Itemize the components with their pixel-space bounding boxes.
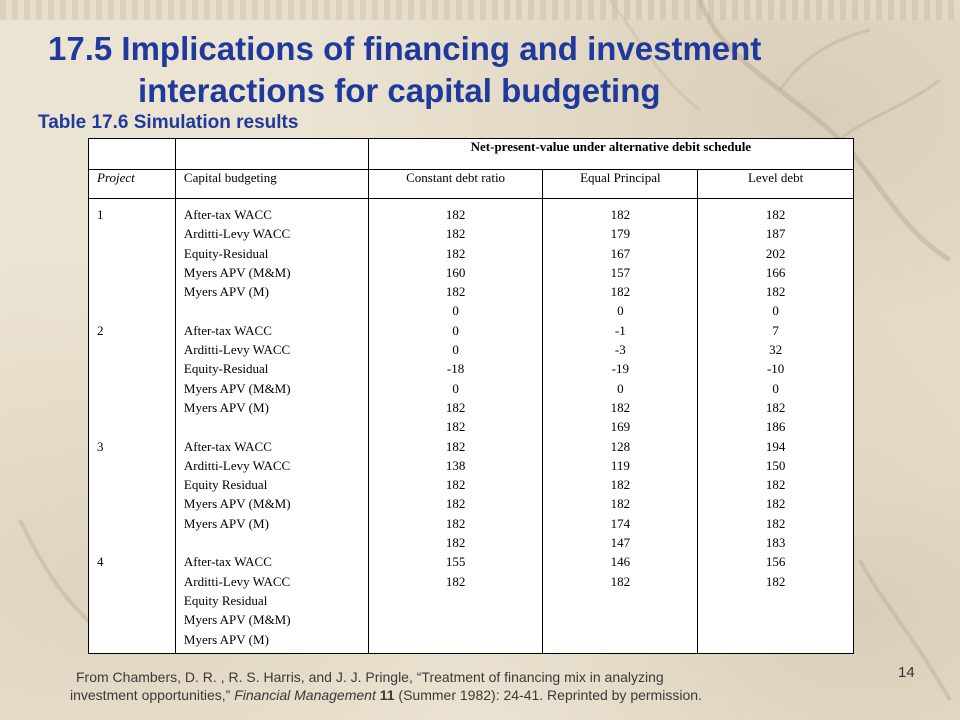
table-cell-value: 182 (765, 496, 786, 512)
citation-title: investment opportunities,” (70, 687, 235, 703)
table-cell-value: 179 (610, 226, 631, 242)
table-cell-value (89, 398, 175, 417)
table-cell-value: 182 (445, 496, 466, 512)
table-cell-value: Myers APV (M) (183, 515, 269, 531)
table-cell-value: Myers APV (M) (183, 399, 269, 415)
slide-title (48, 28, 928, 112)
title-line-1: 17.5 Implications of financing and investment (48, 30, 762, 67)
table-cell-value: 150 (765, 457, 786, 473)
table-cell-value (89, 572, 175, 591)
table-cell-value: 183 (765, 535, 786, 551)
table-cell-value: 119 (610, 457, 630, 473)
table-cell-value: 182 (445, 477, 466, 493)
table-cell-value: 147 (610, 535, 631, 551)
table-cell-value: Myers APV (M) (183, 631, 269, 647)
table-cell-value: 146 (610, 554, 631, 570)
citation-pages: (Summer 1982): 24-41. Reprinted by permission. (394, 687, 702, 703)
table-cell-value: 0 (452, 322, 459, 338)
table-cell-value: 174 (610, 515, 631, 531)
table-cell-value: Equity Residual (183, 592, 268, 608)
table-cell-value (89, 417, 175, 436)
table-cell-value (89, 533, 175, 552)
table-cell-value: Arditti-Levy WACC (183, 342, 291, 358)
table-cell-value: 0 (452, 380, 459, 396)
table-cell-value: 186 (765, 419, 786, 435)
level-debt-column (698, 199, 854, 654)
table-body-row (89, 199, 854, 654)
table-cell-value (89, 591, 175, 610)
table-cell-value: 182 (445, 399, 466, 415)
table-cell-value: 166 (765, 264, 786, 280)
npv-group-header: Net-present-value under alternative debit schedule (368, 139, 853, 170)
table-cell-value: Myers APV (M&M) (183, 380, 291, 396)
table-cell-value: 182 (445, 226, 466, 242)
table-cell-value: 0 (617, 303, 624, 319)
table-cell-value (89, 301, 175, 320)
table-cell-value: 0 (452, 303, 459, 319)
table-cell-value: 182 (445, 573, 466, 589)
table-cell-value (89, 475, 175, 494)
table-cell-value: After-tax WACC (183, 322, 272, 338)
table-cell-value: 0 (772, 380, 779, 396)
table-cell-value (89, 244, 175, 263)
column-header-row (89, 170, 854, 199)
table-cell-value (89, 379, 175, 398)
table-cell-value (89, 340, 175, 359)
table-cell-value: 182 (765, 207, 786, 222)
table-cell-value: Equity-Residual (183, 245, 269, 261)
equal-principal-header: Equal Principal (543, 170, 698, 199)
equal-principal-column (543, 199, 698, 654)
table-cell-value (89, 359, 175, 378)
table-cell-value: 182 (445, 419, 466, 435)
table-cell-value: 167 (610, 245, 631, 261)
table-cell-value: Equity-Residual (183, 361, 269, 377)
table-cell-value: 128 (610, 438, 631, 454)
table-cell-value: 187 (765, 226, 786, 242)
empty-header-cell (175, 139, 368, 170)
table-cell-value: 1 (97, 207, 104, 222)
title-line-2: interactions for capital budgeting (138, 72, 661, 109)
table-cell-value: 182 (445, 438, 466, 454)
table-cell-value: After-tax WACC (183, 438, 272, 454)
table-cell-value (176, 417, 368, 436)
table-caption: Table 17.6 Simulation results (38, 112, 299, 133)
table-cell-value: 0 (772, 303, 779, 319)
page-number: 14 (898, 664, 915, 681)
table-cell-value: Myers APV (M&M) (183, 612, 291, 628)
citation-journal: Financial Management (234, 687, 376, 703)
citation-line-2 (70, 686, 836, 704)
constant-debt-ratio-column (368, 199, 543, 654)
table-cell-value (89, 610, 175, 629)
table-cell-value: 169 (610, 419, 631, 435)
table-cell-value: Arditti-Levy WACC (183, 457, 291, 473)
table-cell-value: 0 (452, 342, 459, 358)
table-cell-value: 182 (765, 477, 786, 493)
project-column-header: Project (89, 170, 176, 199)
table-cell-value (89, 456, 175, 475)
project-column (89, 199, 176, 654)
table-cell-value: 155 (445, 554, 466, 570)
empty-header-cell (89, 139, 176, 170)
table-cell-value: 182 (610, 496, 631, 512)
table-cell-value: 182 (765, 399, 786, 415)
table-cell-value (89, 514, 175, 533)
table-cell-value: 182 (610, 477, 631, 493)
citation-line-1: From Chambers, D. R. , R. S. Harris, and J. J. Pringle, “Treatment of financing mix in analyzing (76, 669, 664, 685)
constant-debt-ratio-header: Constant debt ratio (368, 170, 543, 199)
level-debt-header: Level debt (698, 170, 854, 199)
table-cell-value: Myers APV (M&M) (183, 496, 291, 512)
table-cell-value: 182 (445, 284, 466, 300)
table-cell-value: 32 (769, 342, 783, 358)
table-cell-value: After-tax WACC (183, 554, 272, 570)
table-cell-value: 182 (445, 535, 466, 551)
table-cell-value: 2 (97, 322, 104, 338)
table-cell-value: Equity Residual (183, 477, 268, 493)
table-cell-value: 182 (765, 515, 786, 531)
source-citation (70, 668, 836, 704)
table-cell-value: -10 (766, 361, 785, 377)
citation-volume: 11 (375, 687, 395, 703)
table-cell-value: 3 (97, 438, 104, 454)
table-cell-value: 182 (610, 284, 631, 300)
method-column-header: Capital budgeting (175, 170, 368, 199)
table-cell-value: 182 (765, 284, 786, 300)
table-cell-value: 182 (765, 573, 786, 589)
table-cell-value: -1 (614, 322, 626, 338)
table-cell-value: After-tax WACC (183, 207, 272, 222)
table-cell-value: 182 (445, 207, 466, 222)
table-cell-value: 157 (610, 264, 631, 280)
table-cell-value: 138 (445, 457, 466, 473)
table-cell-value: 182 (610, 573, 631, 589)
table-cell-value: Arditti-Levy WACC (183, 573, 291, 589)
table-cell-value (89, 630, 175, 649)
table-cell-value (89, 282, 175, 301)
table-cell-value (89, 224, 175, 243)
table-cell-value: 4 (97, 554, 104, 570)
table-cell-value: Myers APV (M) (183, 284, 269, 300)
table-cell-value: 156 (765, 554, 786, 570)
table-cell-value: 202 (765, 245, 786, 261)
table-cell-value: 182 (610, 399, 631, 415)
table-cell-value (89, 263, 175, 282)
table-cell-value: -3 (614, 342, 626, 358)
table-cell-value: 0 (617, 380, 624, 396)
table-cell-value (176, 301, 368, 320)
table-cell-value: Myers APV (M&M) (183, 264, 291, 280)
group-header-row (89, 139, 854, 170)
table-cell-value (176, 533, 368, 552)
table-cell-value: 182 (610, 207, 631, 222)
method-column (175, 199, 368, 654)
table-cell-value: -19 (611, 361, 629, 377)
simulation-results-table (88, 138, 854, 654)
table-cell-value: 182 (445, 515, 466, 531)
table-cell-value: 182 (445, 245, 466, 261)
table-cell-value: 194 (765, 438, 786, 454)
table-cell-value: Arditti-Levy WACC (183, 226, 291, 242)
table-cell-value: 7 (772, 322, 779, 338)
table-cell-value: 160 (445, 264, 466, 280)
table-cell-value (89, 494, 175, 513)
table-cell-value: -18 (446, 361, 465, 377)
